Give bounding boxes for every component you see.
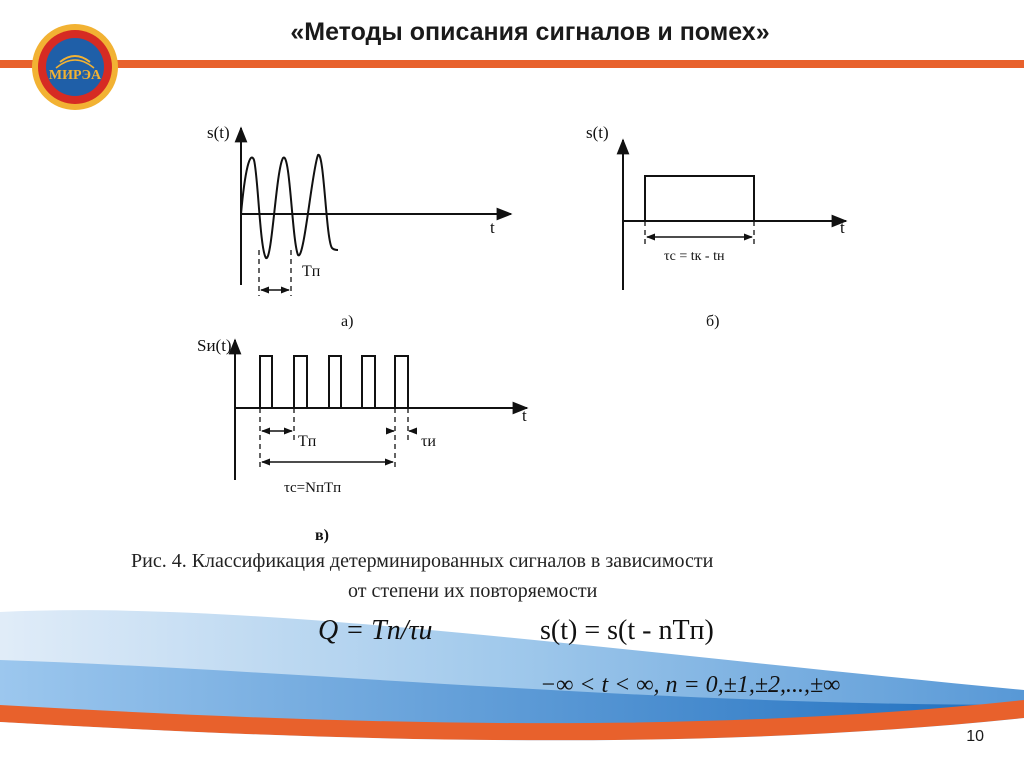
formula-periodic: s(t) = s(t - nTп) xyxy=(540,615,714,646)
panel-b-duration-label: τс = tк - tн xyxy=(664,249,725,264)
formula-domain: −∞ < t < ∞, n = 0,±1,±2,...,±∞ xyxy=(540,672,841,698)
logo-text: МИРЭА xyxy=(48,68,102,83)
panel-c-pulse-train xyxy=(260,356,408,408)
panel-c-y-label: Sи(t) xyxy=(197,336,232,355)
panel-b-sub-label: б) xyxy=(706,313,720,330)
panel-c-sub-label: в) xyxy=(315,527,329,544)
panel-c xyxy=(197,336,527,544)
page-number: 10 xyxy=(966,728,984,745)
panel-a-sine-wave xyxy=(241,155,338,258)
panel-c-period-label: Tп xyxy=(298,433,317,450)
panel-b-x-label: t xyxy=(840,218,845,237)
page-title: «Методы описания сигналов и помех» xyxy=(290,18,770,46)
panel-a-sub-label: а) xyxy=(341,313,354,330)
panel-a xyxy=(207,123,511,330)
panel-b-y-label: s(t) xyxy=(586,123,609,142)
figure-caption-line1: Рис. 4. Классификация детерминированных сигналов в зависимости xyxy=(131,550,714,572)
panel-a-x-label: t xyxy=(490,218,495,237)
panel-c-total-label: τс=NпTп xyxy=(284,480,342,496)
panel-c-pulse-label: τи xyxy=(421,433,436,450)
formula-q-ratio: Q = Tп/τи xyxy=(318,615,433,646)
panel-b-rect-pulse xyxy=(645,176,754,221)
figure-caption-line2: от степени их повторяемости xyxy=(348,580,598,602)
panel-c-x-label: t xyxy=(522,406,527,425)
panel-a-y-label: s(t) xyxy=(207,123,230,142)
panel-a-period-label: Tп xyxy=(302,263,321,280)
panel-b xyxy=(586,123,846,330)
